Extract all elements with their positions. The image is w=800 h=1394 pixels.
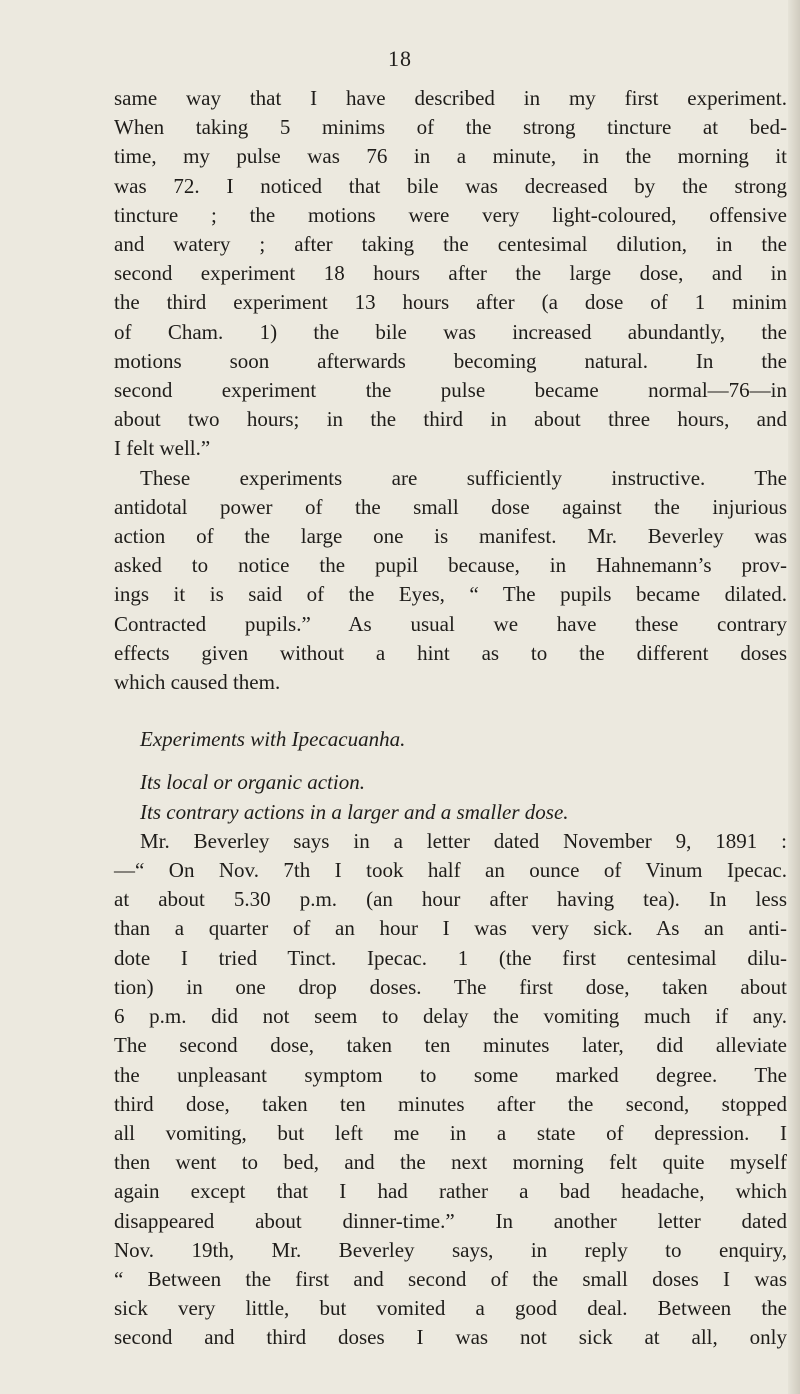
text-line: Nov. 19th, Mr. Beverley says, in reply to enquiry, (114, 1237, 787, 1262)
text-line: “ Between the first and second of the small doses I was (114, 1266, 787, 1291)
text-line: second experiment 18 hours after the large dose, and in (114, 261, 787, 286)
text-line: third dose, taken ten minutes after the second, stopped (114, 1091, 787, 1116)
text-line: When taking 5 minims of the strong tincture at bed- (114, 115, 787, 140)
text-line: These experiments are sufficiently instructive. The (140, 465, 787, 490)
text-line: again except that I had rather a bad headache, which (114, 1179, 787, 1204)
text-line: second and third doses I was not sick at all, only (114, 1325, 787, 1350)
text-line: which caused them. (114, 670, 281, 695)
text-line: was 72. I noticed that bile was decreased by the strong (114, 173, 787, 198)
text-line: sick very little, but vomited a good deal. Between the (114, 1296, 787, 1321)
text-line: motions soon afterwards becoming natural. In the (114, 348, 787, 373)
page-number: 18 (388, 46, 412, 71)
text-line: than a quarter of an hour I was very sick. As an anti- (114, 916, 787, 941)
text-line: Contracted pupils.” As usual we have these contrary (114, 611, 787, 636)
subheading: Its contrary actions in a larger and a smaller dose. (140, 799, 569, 824)
text-line: effects given without a hint as to the different doses (114, 640, 787, 665)
text-line: same way that I have described in my first experiment. (114, 86, 787, 110)
subheading: Its local or organic action. (140, 770, 365, 795)
text-line: at about 5.30 p.m. (an hour after having tea). In less (114, 887, 787, 912)
page-edge-shadow (788, 0, 800, 1394)
section-heading: Experiments with Ipecacuanha. (140, 727, 406, 752)
text-line: Mr. Beverley says in a letter dated November 9, 1891 : (140, 828, 787, 853)
text-line: 6 p.m. did not seem to delay the vomiting much if any. (114, 1004, 787, 1029)
text-line: about two hours; in the third in about three hours, and (114, 407, 787, 432)
text-line: antidotal power of the small dose against the injurious (114, 494, 787, 519)
text-line: the third experiment 13 hours after (a dose of 1 minim (114, 290, 787, 315)
text-line: —“ On Nov. 7th I took half an ounce of Vinum Ipecac. (114, 858, 787, 883)
text-line: then went to bed, and the next morning felt quite myself (114, 1150, 787, 1175)
text-line: action of the large one is manifest. Mr. Beverley was (114, 524, 787, 549)
text-line: of Cham. 1) the bile was increased abundantly, the (114, 319, 787, 344)
text-line: tion) in one drop doses. The first dose, taken about (114, 974, 787, 999)
text-line: disappeared about dinner-time.” In another letter dated (114, 1208, 787, 1233)
text-line: I felt well.” (114, 436, 211, 461)
text-line: dote I tried Tinct. Ipecac. 1 (the first centesimal dilu- (114, 945, 787, 970)
text-line: ings it is said of the Eyes, “ The pupils became dilated. (114, 582, 787, 607)
text-line: the unpleasant symptom to some marked degree. The (114, 1062, 787, 1087)
text-line: all vomiting, but left me in a state of depression. I (114, 1120, 787, 1145)
text-line: asked to notice the pupil because, in Hahnemann’s prov- (114, 553, 787, 578)
body-text (114, 84, 787, 1353)
text-line: second experiment the pulse became normal—76—in (114, 378, 787, 403)
text-line: time, my pulse was 76 in a minute, in the morning it (114, 144, 787, 169)
text-line: The second dose, taken ten minutes later, did alleviate (114, 1033, 787, 1058)
text-line: and watery ; after taking the centesimal dilution, in the (114, 232, 787, 257)
text-line: tincture ; the motions were very light-coloured, offensive (114, 202, 787, 227)
